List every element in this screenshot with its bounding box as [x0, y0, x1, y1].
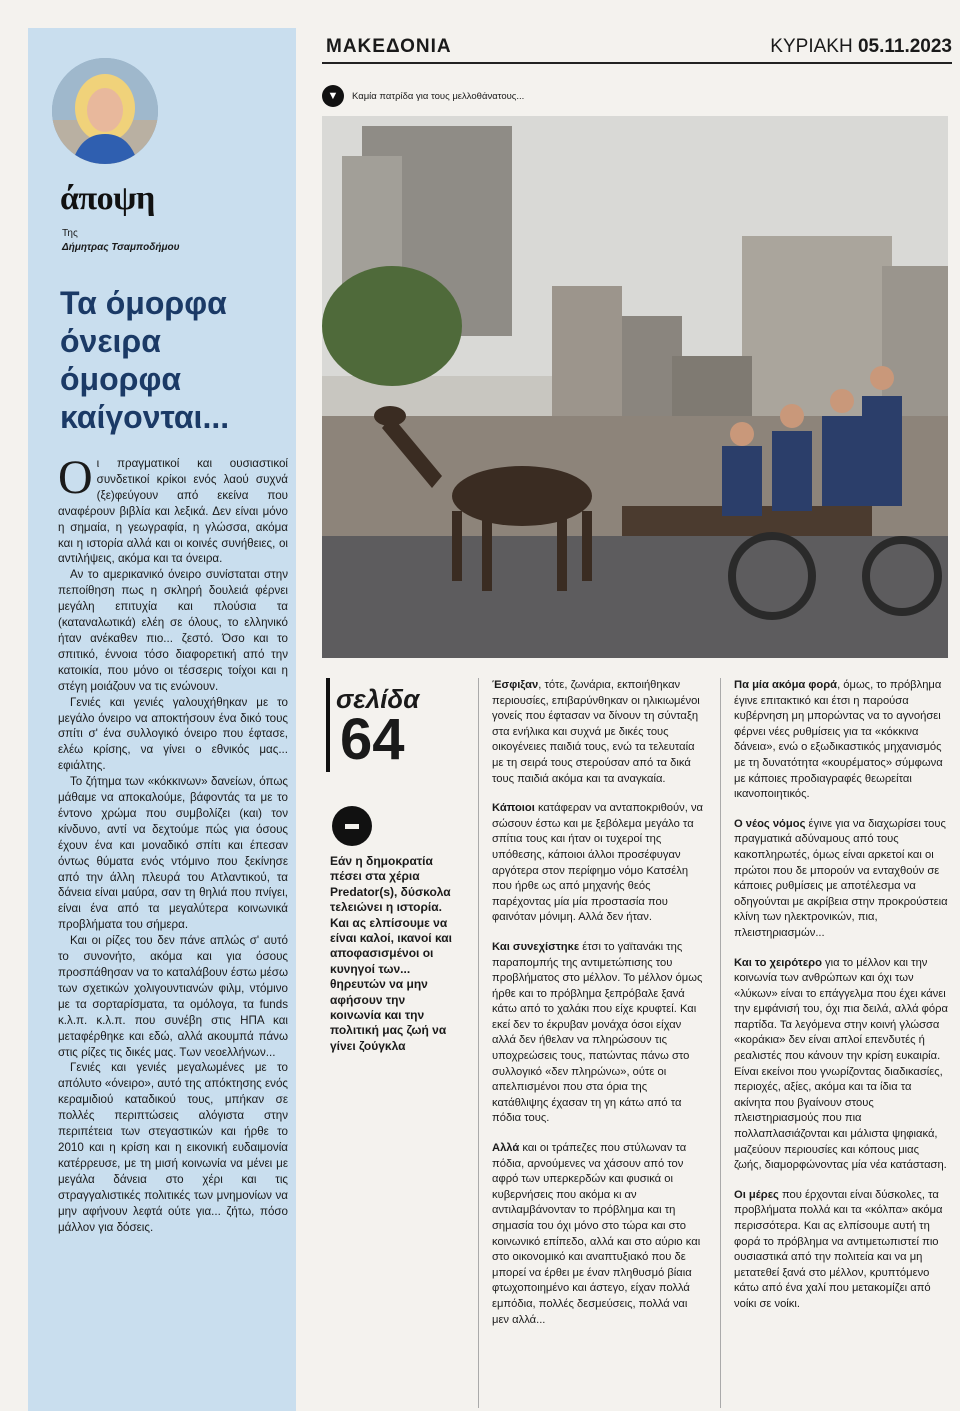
article-column-a [492, 678, 704, 1342]
body-paragraph: Και οι ρίζες του δεν πάνε απλώς σ' αυτό το συνονήτο, ακόμα και για όσους προσπάθησαν να το καταλάβουν έστω μέσω των σχετικών χολιγουντιανών φιλμ, ντόμινο με τα σορταρίσματα, τα ομόλογα, τα funds κ.λ.π. κ.λ.π. που συνέβη στις ΗΠΑ και μεταφέρθηκε και εδώ, αλλά ακουμπά πάνω στις ρίζες τις δικές μας. Των νεοελλήνων... [58, 934, 288, 1059]
article-paragraph: Και το χειρότερο για το μέλλον και την κοινωνία των ανθρώπων και όχι των «λύκων» είναι το επάγγελμα που έχει κάνει την εμφάνισή του, όχι πια δειλά, αλλά φόρα παρτίδα. Τα λεγόμενα στην κοινή γλώσσα «κοράκια» δεν είναι απλοί επενδυτές ή ρεαλιστές που κάνουν την κρίση ευκαιρία. Είναι εκείνοι που γνωρίζοντας διαδικασίες, περιοχές, αξίες, ακόμα και τα ίδια τα ακίνητα που βγαίνουν στους πλειστηριασμούς που πια πολλαπλασιάζονται και μάλιστα ψηφιακά, μαζεύουν περιουσίες και κόπους μιας ζωής, διαμορφώνοντας μία νέα κατάσταση. [734, 956, 948, 1172]
opinion-body [58, 451, 288, 1235]
body-paragraph: Αν το αμερικανικό όνειρο συνίσταται στην πεποίθηση πως η σκληρή δουλειά φέρνει μεγάλη επιτυχία και πλούσια τα (καταναλωτικά) ελέη σε όλους, το ελληνικό ήταν ανέκαθεν πιο... ζεστό. Όσο και το σπιτικό, έννοια τόσο διαφορετική από την κατοικία, που μόνο οι τέσσερις τοίχοι και η στέγη μοιάζουν να τις ενώνουν. [58, 568, 288, 693]
body-paragraph: Το ζήτημα των «κόκκινων» δανείων, όπως μάθαμε να αποκαλούμε, βάφοντάς τα με το έντονο χρώμα που συμβολίζει (και) τον κίνδυνο, αντί να δεχτούμε πώς για όσους έχουν ένα και μοναδικό σπίτι και έπεσαν όντως θύματα ενός ντόμινο που ξεκίνησε από την άλλη πλευρά του Ατλαντικού, τα δάνεια είναι μαύρα, σαν τη θηλιά που πνίγει, είναι ένα από τα μεγαλύτερα κοινωνικά προβλήματα του σήμερα. [58, 775, 288, 932]
article-paragraph: Και συνεχίστηκε έτσι το γαϊτανάκι της παραπομπής της αντιμετώπισης του προβλήματος στο μέλλον. Το μέλλον όμως ήρθε και το πρόβλημα ξεπρόβαλε ξανά κάτω από το χαλάκι που είχε κρυφτεί. Και εκεί δεν το έκρυβαν μονάχα όσοι είχαν αλλά δεν ήθελαν να πληρώσουν τις υποχρεώσεις τους, πατώντας πάνω στο συλλογικό «δεν πληρώνω», ούτε οι απελπισμένοι που στα όρια της κατάθλιψης έχασαν τη γη κάτω από τα πόδια τους. [492, 940, 703, 1125]
newspaper-brand: ΜΑΚΕΔΟΝΙΑ [326, 36, 452, 57]
pull-quote: Εάν η δημοκρατία πέσει στα χέρια Predator(s), δύσκολα τελειώνει η ιστορία. Και ας ελπίσουμε να είναι καλοί, ικανοί και αποφασισμένοι οι κυνηγοί των... θηρευτών να μην αφήσουν την κοινωνία και την πολιτική μας ζωή να γίνει ζούγκλα [330, 854, 452, 1053]
drop-cap: Ο [58, 451, 93, 504]
byline-prefix: Της [62, 228, 78, 239]
issue-date: ΚΥΡΙΑΚΗ 05.11.2023 [770, 36, 952, 57]
masthead-rule [322, 62, 952, 64]
article-paragraph: Έσφιξαν, τότε, ζωνάρια, εκποιήθηκαν περιουσίες, επιβαρύνθηκαν οι ηλικιωμένοι γονείς που έφτασαν να δίνουν τη σύνταξη στα ενήλικα και συχνά με δικές τους οικογένειες παιδιά τους, ενώ τα τελευταία με τη σειρά τους στερούσαν από τα δικά τους παιδιά ακόμα και τα αναγκαία. [492, 679, 700, 785]
body-paragraph: Γενιές και γενιές μεγαλωμένες με το απόλυτο «όνειρο», αυτό της απόκτησης ενός κεραμιδιού καταδικού τους, μπήκαν σε πολλές περιπτώσεις αλόγιστα στην περιπέτεια των στεγαστικών και ήρθε το 2010 και η κρίση και η εικονική ευδαιμονία κατέρρευσε, με τη μισή κοινωνία να μένει με μεγάλα δάνεια στο χέρι και τις στραγγαλιστικές πολιτικές των μνημονίων να μην αφήνουν λεφτά ούτε για... ζήτω, πόσο μάλλον για δόσεις. [58, 1061, 288, 1234]
section-label: άποψη [60, 180, 155, 217]
article-paragraph: Ο νέος νόμος έγινε για να διαχωρίσει τους πραγματικά αδύναμους από τους κακοπληρωτές, όμως είναι αρκετοί και οι πρώτοι που δε μπορούν να ενταχθούν σε κάποιες ρυθμίσεις με αποτέλεσμα να οδηγούνται με ακρίβεια στην προκρούστεια κλίνη των ηλεκτρονικών, πια, πλειστηριασμών... [734, 817, 948, 939]
body-paragraph: Οι πραγματικοί και ουσιαστικοί συνδετικοί κρίκοι ενός λαού συχνά (ξε)φεύγουν από εκείνα που αναφέρουν βιβλία και λεξικά. Δεν είναι μόνο η σημαία, η γεωγραφία, η γλώσσα, ακόμα και η ιστορία αλλά και οι κοινές συνήθειες, οι αντιλήψεις, ακόμα και τα όνειρα. [58, 451, 288, 566]
masthead [322, 32, 952, 62]
photo-caption: ▼ Καμία πατρίδα για τους μελλοθάνατους... [322, 84, 524, 108]
page-number: 64 [340, 707, 405, 772]
page-marker-bar [326, 678, 330, 772]
main-area [322, 28, 952, 1411]
horse-cart-ruins-image [322, 116, 948, 658]
article-paragraph: Πα μία ακόμα φορά, όμως, το πρόβλημα έγινε επιτακτικό και έτσι η παρούσα κυβέρνηση μη μπορώντας να το αγνοήσει φέρνει νέες ρυθμίσεις για τα «κόκκινα δάνεια», ενώ ο εξωδικαστικός μηχανισμός με τη δυνατότητα «κουρέματος» σύμφωνα με κάποιες προδιαγραφές θεωρείται ικανοποιητικός. [734, 679, 943, 801]
author-avatar [52, 58, 158, 164]
article-paragraph: Οι μέρες που έρχονται είναι δύσκολες, τα προβλήματα πολλά και τα «κόλπα» ακόμα περισσότερα. Και ας ελπίσουμε αυτή τη φορά το πρόβλημα να αντιμετωπιστεί πιο ουσιαστικά από την πολιτεία και να μη μετατεθεί ξανά στο μέλλον, κρυπτόμενο κάτω από ένα χαλί που μετακομίζει από νοίκι σε νοίκι. [734, 1188, 943, 1310]
article-headline: Τα όμορφα όνειρα όμορφα καίγονται... [60, 285, 230, 435]
column-divider [478, 678, 479, 1408]
body-paragraph: Γενιές και γενιές γαλουχήθηκαν με το μεγάλο όνειρο να αποκτήσουν ένα δικό τους σπίτι σ' ένα συλλογικό όνειρο που έφτασε, ελέω κρίσης, να γίνει ο εθνικός μας... εφιάλτης. [58, 695, 288, 773]
column-divider [720, 678, 721, 1408]
news-photo [322, 116, 948, 658]
page-word: σελίδα [336, 684, 420, 714]
triangle-down-icon: ▼ [322, 85, 344, 107]
author-portrait-image [52, 58, 158, 164]
opinion-column [28, 28, 296, 1411]
author-name: Δήμητρας Τσαμποδήμου [62, 242, 180, 253]
page-marker [326, 678, 430, 772]
article-column-b [734, 678, 948, 1327]
minus-circle-icon [332, 806, 372, 846]
article-paragraph: Αλλά και οι τράπεζες που στύλωναν τα πόδια, αρνούμενες να χάσουν από τον αφρό των υπερκερδών και φυσικά οι κυβερνήσεις που ακόμα κι αν αντιλαμβάνονταν το πρόβλημα και τη σημασία του όχι μόνο στο τώρα και στο κοινωνικό επίπεδο, αλλά και στο αύριο και στο οικονομικό και αναπτυξιακό που δε μπορεί να έρθει με έναν πληθυσμό βίαια φτωχοποιημένο και άστεγο, είχαν πολλά εμπόδια, πολλές δεσμεύσεις, πολλά ναι μεν αλλά... [492, 1142, 701, 1326]
article-paragraph: Κάποιοι κατάφεραν να ανταποκριθούν, να σώσουν έστω και με ξεβόλεμα μεγάλο τα σπίτια τους και ήταν οι τυχεροί της υπόθεσης, κάποιοι άλλοι προσέφυγαν αργότερα στον περίφημο νόμο Κατσέλη που ήρθε ως από μηχανής θεός παρέχοντας μία μία προστασία που φαινόταν μόνιμη. Αλλά δεν ήταν. [492, 802, 703, 924]
